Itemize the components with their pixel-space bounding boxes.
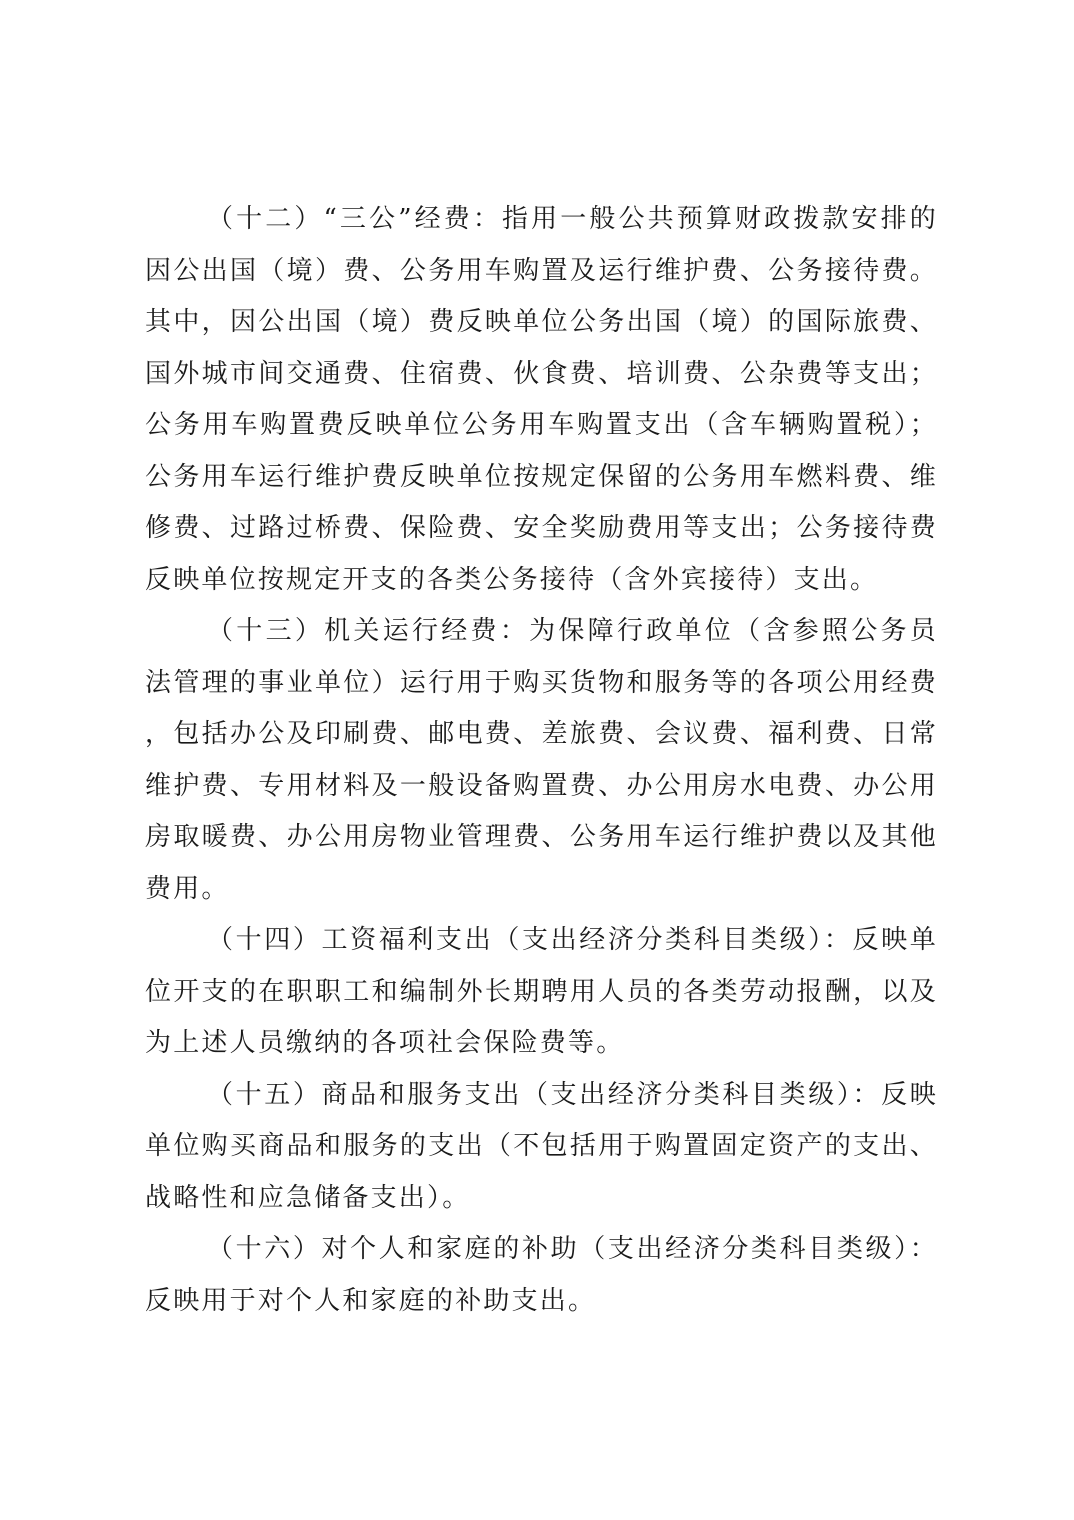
- paragraph-household-subsidy: （十六）对个人和家庭的补助（支出经济分类科目类级）：反映用于对个人和家庭的补助支出。: [145, 1234, 938, 1316]
- paragraph-goods-services: （十五）商品和服务支出（支出经济分类科目类级）：反映单位购买商品和服务的支出（不包括用于购置固定资产的支出、战略性和应急储备支出）。: [145, 1079, 938, 1213]
- document-body: [145, 194, 938, 1327]
- paragraph-operating-funds: （十三）机关运行经费：为保障行政单位（含参照公务员法管理的事业单位）运行用于购买货物和服务等的各项公用经费，包括办公及印刷费、邮电费、差旅费、会议费、福利费、日常维护费、专用材料及一般设备购置费、办公用房水电费、办公用房取暖费、办公用房物业管理费、公务用车运行维护费以及其他费用。: [145, 616, 938, 904]
- paragraph-three-public-funds: （十二）“三公”经费：指用一般公共预算财政拨款安排的因公出国（境）费、公务用车购置及运行维护费、公务接待费。其中，因公出国（境）费反映单位公务出国（境）的国际旅费、国外城市间交通费、住宿费、伙食费、培训费、公杂费等支出；公务用车购置费反映单位公务用车购置支出（含车辆购置税）；公务用车运行维护费反映单位按规定保留的公务用车燃料费、维修费、过路过桥费、保险费、安全奖励费用等支出；公务接待费反映单位按规定开支的各类公务接待（含外宾接待）支出。: [145, 204, 938, 595]
- paragraph-salary-welfare: （十四）工资福利支出（支出经济分类科目类级）：反映单位开支的在职职工和编制外长期聘用人员的各类劳动报酬，以及为上述人员缴纳的各项社会保险费等。: [145, 925, 938, 1058]
